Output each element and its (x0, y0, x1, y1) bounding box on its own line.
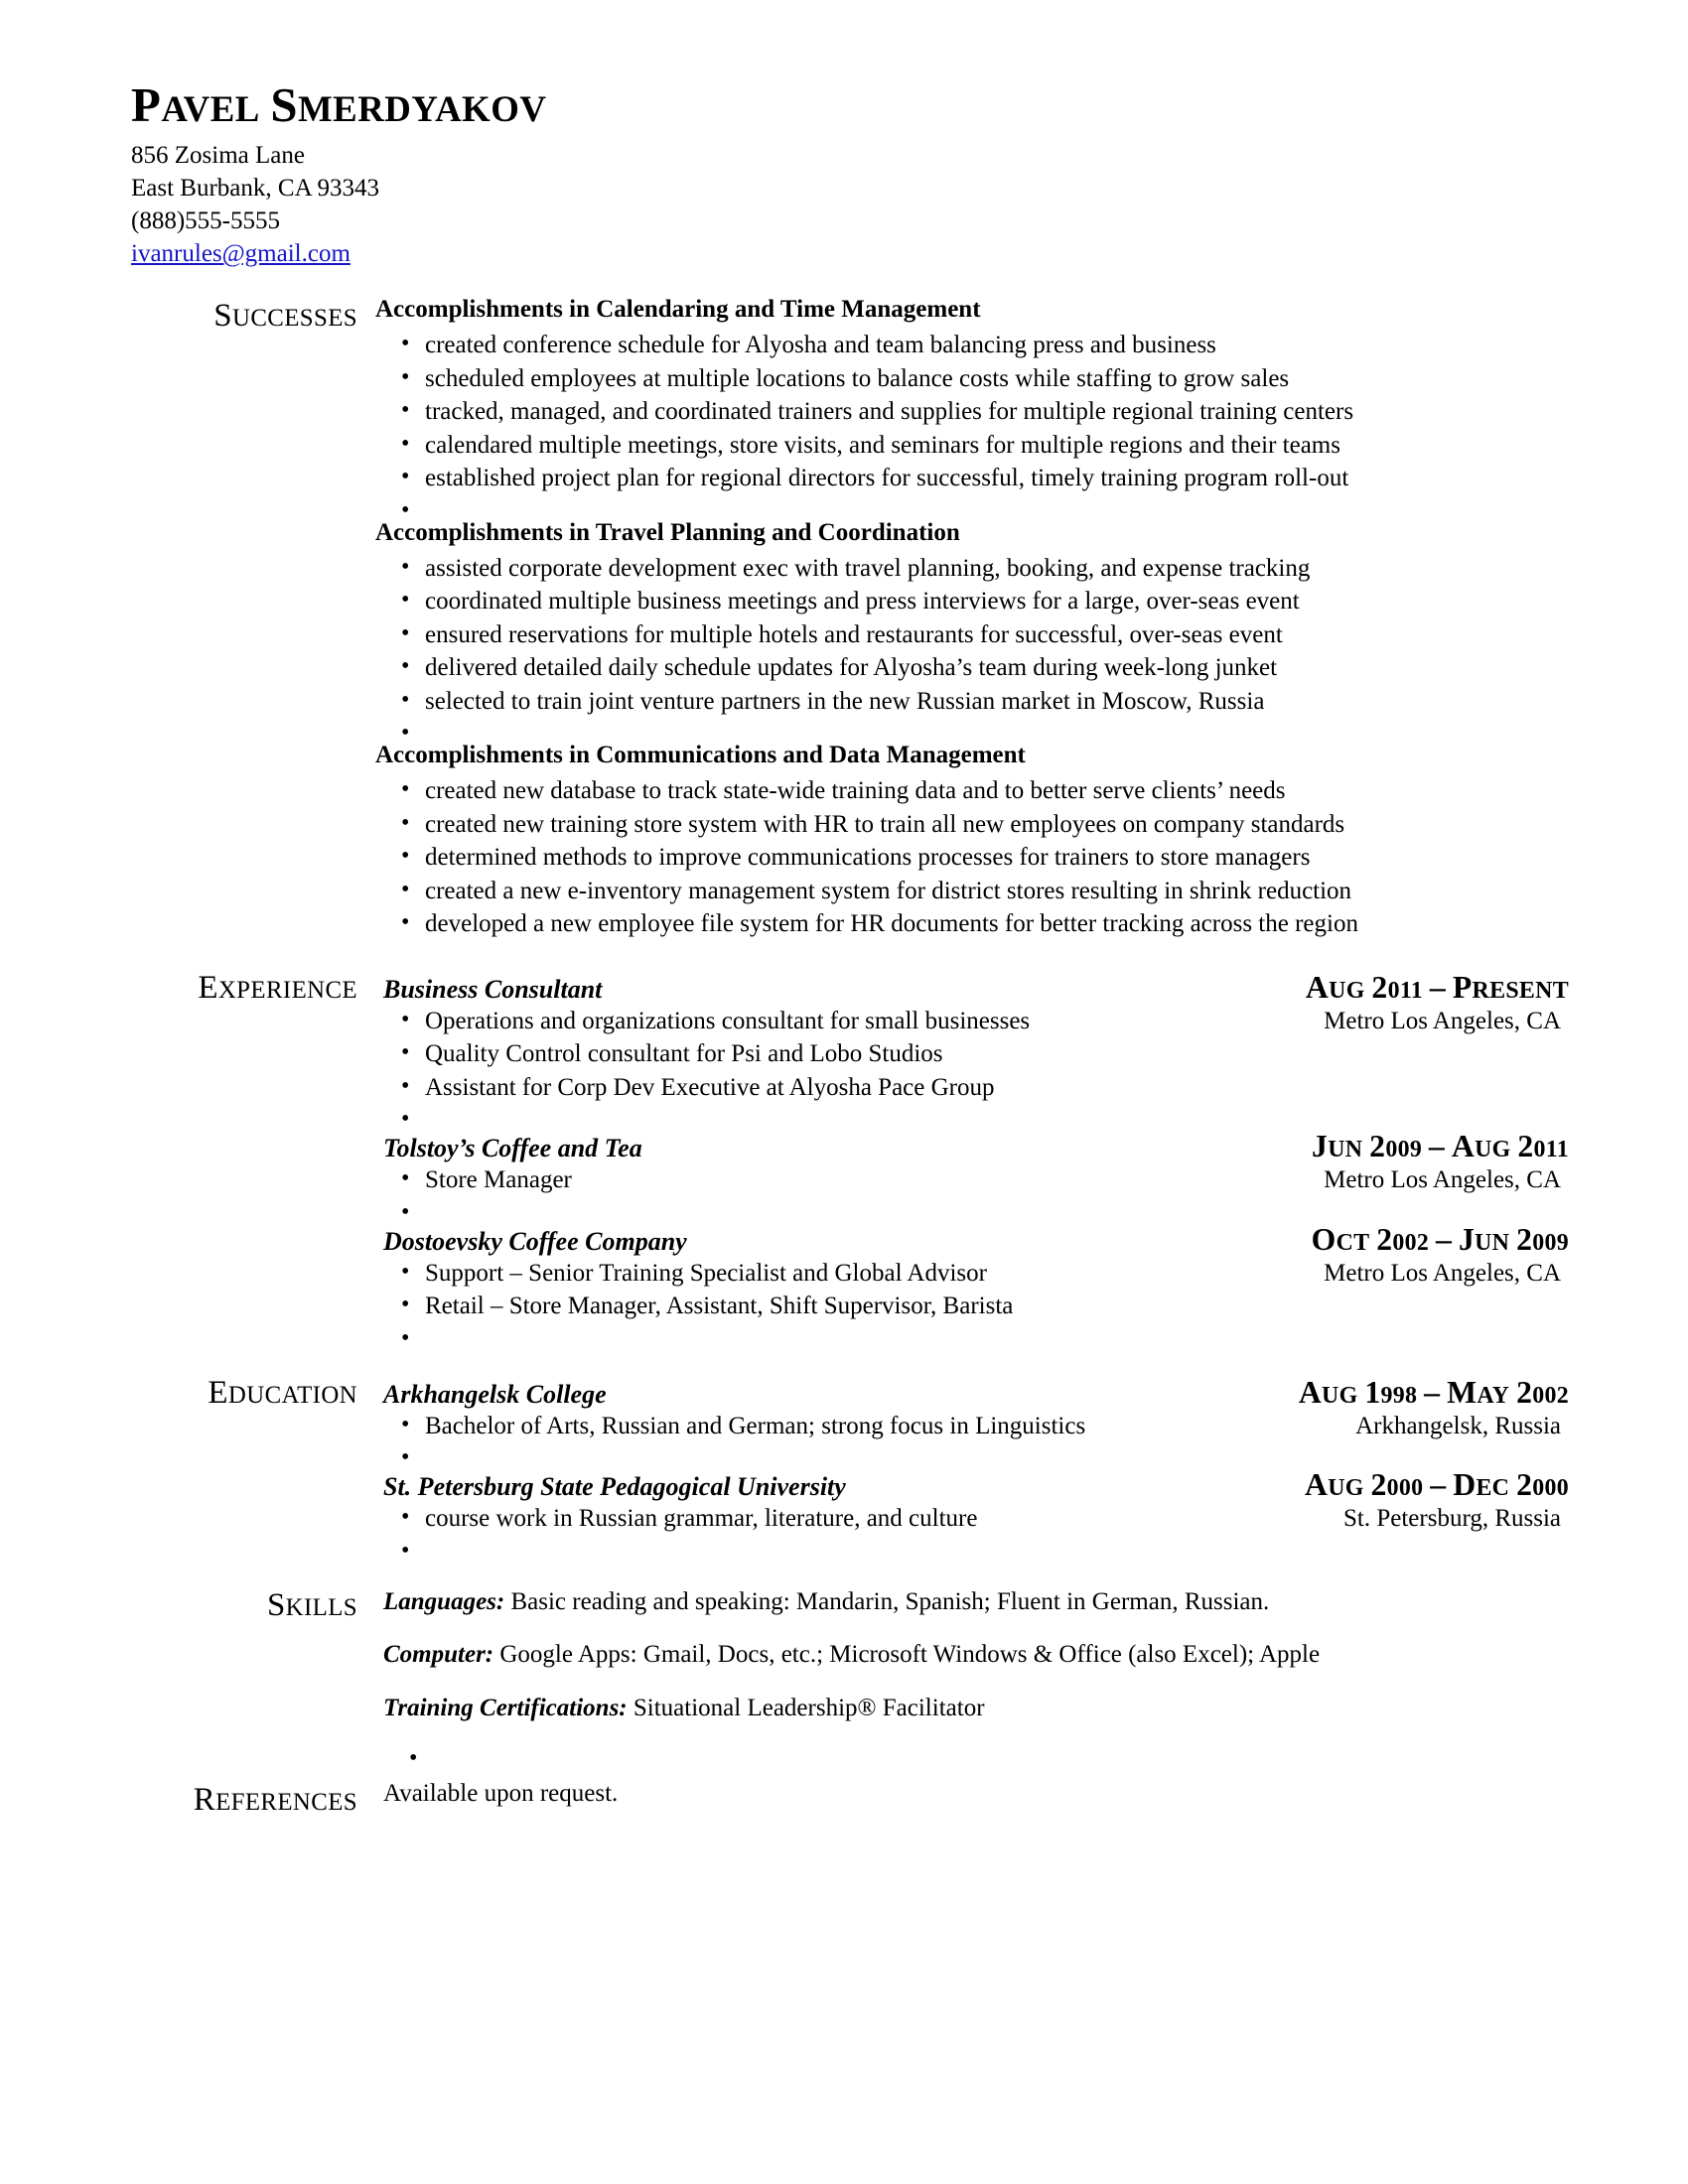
list-item: • calendared multiple meetings, store visits, and seminars for multiple regions and their teams (401, 430, 1569, 463)
skill-row (375, 1638, 1569, 1672)
list-item: • Quality Control consultant for Psi and Lobo Studios (401, 1038, 1569, 1071)
list-item: • established project plan for regional directors for successful, timely training program roll-out (401, 463, 1569, 495)
section-skills (119, 1585, 1569, 1772)
list-item: • Bachelor of Arts, Russian and German; strong focus in Linguistics (401, 1411, 1332, 1443)
skills-body (375, 1585, 1569, 1772)
school-name: Arkhangelsk College (383, 1379, 607, 1409)
job-duty-list (375, 1038, 1569, 1127)
list-item: • Operations and organizations consultant for small businesses (401, 1006, 1300, 1038)
list-item: • ensured reservations for multiple hotels and restaurants for successful, over-seas event (401, 619, 1569, 652)
job-dates: JUN 2009 – AUG 2011 (1312, 1129, 1569, 1164)
education-detail-list (375, 1537, 1569, 1559)
job-duty-list (375, 1291, 1569, 1346)
job-duty-list (375, 1164, 1300, 1198)
list-item: • created new training store system with HR to train all new employees on company standards (401, 809, 1569, 842)
phone-number: (888)555-5555 (131, 207, 280, 235)
job-dates: AUG 2011 – PRESENT (1305, 969, 1569, 1005)
list-item-empty (401, 719, 1569, 741)
candidate-name: PAVEL SMERDYAKOV (131, 78, 547, 132)
list-item: • Retail – Store Manager, Assistant, Shift Supervisor, Barista (401, 1291, 1569, 1323)
experience-entry (375, 970, 1569, 1128)
job-location: Metro Los Angeles, CA (1324, 1259, 1561, 1287)
job-title: Business Consultant (383, 974, 603, 1004)
school-dates: AUG 1998 – MAY 2002 (1298, 1374, 1569, 1410)
list-item: • developed a new employee file system for HR documents for better tracking across the region (401, 908, 1569, 941)
list-item: • course work in Russian grammar, literature, and culture (401, 1503, 1320, 1536)
section-education (119, 1373, 1569, 1560)
address-line-2: East Burbank, CA 93343 (131, 175, 379, 203)
education-entry (375, 1467, 1569, 1559)
accomplishment-list (375, 553, 1569, 742)
job-location: Metro Los Angeles, CA (1324, 1166, 1561, 1194)
job-dates: OCT 2002 – JUN 2009 (1311, 1221, 1569, 1257)
references-body (375, 1780, 1569, 1808)
skill-row (375, 1585, 1569, 1619)
accomplishment-list (375, 775, 1569, 941)
references-text: Available upon request. (383, 1779, 619, 1807)
successes-body (375, 296, 1569, 942)
skill-text: Situational Leadership® Facilitator (627, 1695, 985, 1722)
section-references (119, 1780, 1569, 1818)
list-item: • Assistant for Corp Dev Executive at Alyosha Pace Group (401, 1072, 1569, 1105)
list-item: • Store Manager (401, 1164, 1300, 1197)
school-dates: AUG 2000 – DEC 2000 (1304, 1467, 1569, 1503)
education-detail-list (375, 1443, 1569, 1465)
school-name: St. Petersburg State Pedagogical University (383, 1472, 846, 1502)
section-label-successes: SUCCESSES (213, 298, 357, 335)
school-location: Arkhangelsk, Russia (1355, 1412, 1561, 1439)
resume-header (131, 77, 1569, 270)
section-label-education: EDUCATION (208, 1374, 357, 1411)
skill-text: Google Apps: Gmail, Docs, etc.; Microsoft Windows & Office (also Excel); Apple (493, 1641, 1321, 1669)
education-detail-list (375, 1503, 1320, 1537)
list-item: • selected to train joint venture partners in the new Russian market in Moscow, Russia (401, 686, 1569, 719)
education-detail-list (375, 1411, 1332, 1444)
list-item-empty (401, 1537, 1569, 1559)
list-item: • Support – Senior Training Specialist and Global Advisor (401, 1258, 1300, 1291)
list-item-empty (401, 1105, 1569, 1127)
list-item: • created a new e-inventory management system for district stores resulting in shrink reduction (401, 876, 1569, 908)
list-item-empty (401, 496, 1569, 518)
list-item: • created conference schedule for Alyosha and team balancing press and business (401, 330, 1569, 362)
education-entry (375, 1375, 1569, 1466)
education-body (375, 1373, 1569, 1560)
experience-body (375, 968, 1569, 1347)
section-label-skills: SKILLS (266, 1586, 357, 1623)
experience-entry (375, 1129, 1569, 1220)
job-title: Tolstoy’s Coffee and Tea (383, 1134, 642, 1163)
skill-label: Training Certifications: (383, 1695, 628, 1722)
list-item-empty: • (409, 1744, 418, 1771)
list-item: • determined methods to improve communications processes for trainers to store managers (401, 842, 1569, 875)
accomplishment-list (375, 330, 1569, 518)
school-location: St. Petersburg, Russia (1343, 1505, 1561, 1533)
list-item: • coordinated multiple business meetings and press interviews for a large, over-seas event (401, 586, 1569, 618)
job-duty-list (375, 1006, 1300, 1039)
section-label-experience: EXPERIENCE (198, 969, 357, 1006)
list-item: • assisted corporate development exec with travel planning, booking, and expense tracking (401, 553, 1569, 586)
experience-entry (375, 1222, 1569, 1346)
skill-text: Basic reading and speaking: Mandarin, Spanish; Fluent in German, Russian. (504, 1587, 1270, 1615)
list-item-empty (401, 1443, 1569, 1465)
section-successes (119, 296, 1569, 942)
list-item: • delivered detailed daily schedule updates for Alyosha’s team during week-long junket (401, 652, 1569, 685)
job-duty-list (375, 1258, 1300, 1292)
list-item: • created new database to track state-wide training data and to better serve clients’ needs (401, 775, 1569, 808)
list-item: • scheduled employees at multiple locations to balance costs while staffing to grow sales (401, 363, 1569, 396)
list-item-empty (401, 1198, 1569, 1220)
accomplishment-group-title: Accomplishments in Communications and Data Management (375, 742, 1026, 769)
address-line-1: 856 Zosima Lane (131, 142, 305, 170)
email-link[interactable]: ivanrules@gmail.com (131, 240, 351, 268)
job-duty-list (375, 1198, 1569, 1220)
job-title: Dostoevsky Coffee Company (383, 1226, 687, 1256)
accomplishment-group-title: Accomplishments in Calendaring and Time Management (375, 296, 981, 324)
skill-label: Languages: (383, 1587, 505, 1615)
list-item-empty (401, 1324, 1569, 1346)
skill-row (375, 1692, 1569, 1725)
section-label-references: REFERENCES (193, 1781, 357, 1818)
skill-label: Computer: (383, 1641, 494, 1669)
section-experience (119, 968, 1569, 1347)
job-location: Metro Los Angeles, CA (1324, 1007, 1561, 1034)
list-item: • tracked, managed, and coordinated trainers and supplies for multiple regional training centers (401, 396, 1569, 429)
accomplishment-group-title: Accomplishments in Travel Planning and Coordination (375, 518, 960, 546)
